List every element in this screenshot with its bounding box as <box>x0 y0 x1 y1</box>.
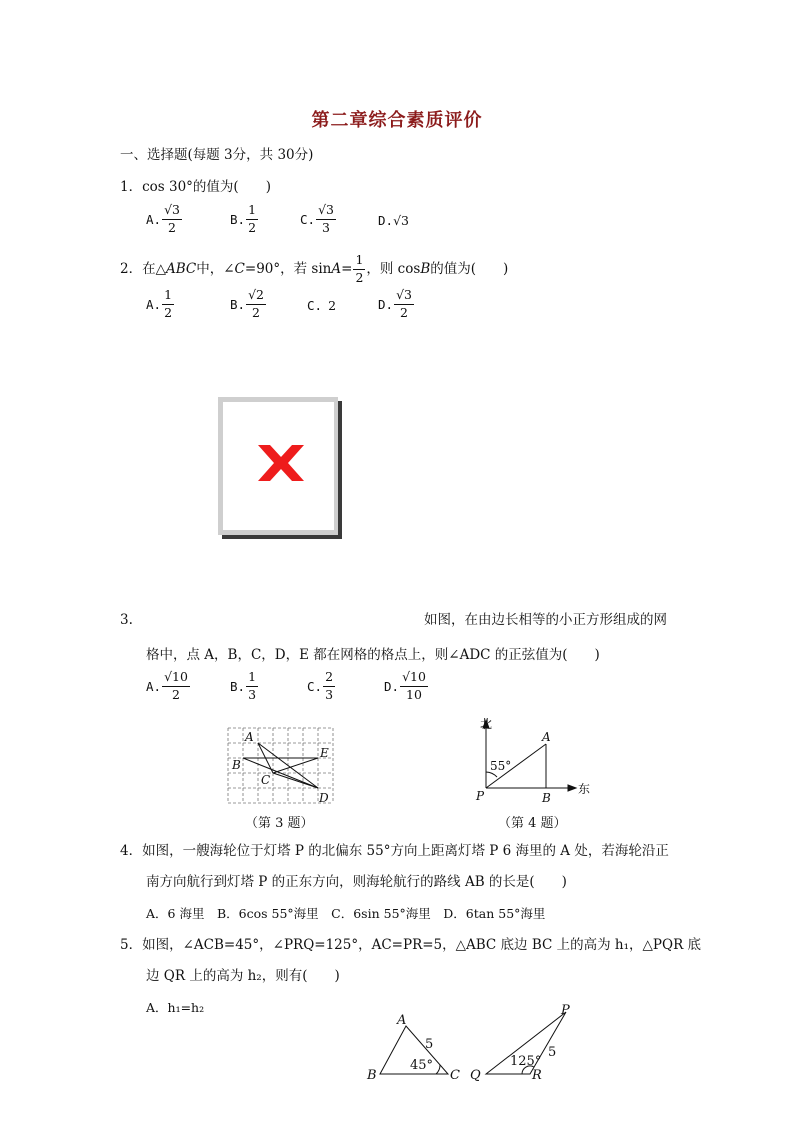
q3-option-b[interactable] <box>230 671 259 701</box>
point-e-label: E <box>320 746 329 760</box>
question-5-line1: 5．如图，∠ACB=45°，∠PRQ=125°，AC=PR=5，△ABC 底边 BC 上的高为 h₁，△PQR 底 <box>120 937 702 953</box>
triangle-name: ABC <box>165 261 197 277</box>
angle-c-arc <box>436 1065 440 1074</box>
denominator: 2 <box>248 219 257 235</box>
question-2-stem <box>120 254 508 284</box>
broken-image-icon <box>218 397 344 541</box>
q3-option-c[interactable] <box>307 671 336 701</box>
option-label: B. <box>230 296 246 312</box>
denominator: 2 <box>400 304 408 320</box>
angle-name: B <box>420 261 431 277</box>
option-label: A. <box>146 678 162 694</box>
figure-3-caption: （第 3 题） <box>245 816 314 831</box>
option-label: C. <box>300 211 316 227</box>
denominator: 2 <box>164 304 173 320</box>
section-header: 一、选择题(每题 3分，共 30分) <box>120 147 314 163</box>
option-text: 2 <box>328 298 337 313</box>
fraction <box>323 671 335 701</box>
q1-option-c[interactable] <box>300 204 337 234</box>
point-b-label: B <box>232 758 241 772</box>
option-label: B. <box>230 211 246 227</box>
option-label: C. <box>307 678 323 694</box>
question-5-line2: 边 QR 上的高为 h₂，则有( ) <box>146 968 340 984</box>
denominator: 10 <box>406 686 422 702</box>
fraction <box>246 289 266 319</box>
text: 中，∠ <box>196 261 235 277</box>
fraction <box>400 671 428 701</box>
fraction <box>353 254 365 284</box>
grid-lines <box>228 728 333 803</box>
text: 的值为( ) <box>430 261 509 277</box>
numerator: 2 <box>323 671 335 687</box>
page-title: 第二章综合素质评价 <box>311 110 483 131</box>
numerator: 1 <box>353 254 365 270</box>
denominator: 3 <box>325 686 334 702</box>
point-a-label: A <box>397 1013 407 1028</box>
angle-label: 55° <box>490 759 512 773</box>
point-b-label: B <box>542 791 551 805</box>
option-label: D. <box>384 678 400 694</box>
q1-option-d[interactable] <box>378 213 409 228</box>
q1-option-b[interactable] <box>230 204 259 234</box>
figure-3-lines <box>243 743 318 788</box>
denominator: 2 <box>252 304 260 320</box>
denominator: 3 <box>322 219 330 235</box>
point-d-label: D <box>319 791 329 805</box>
angle-c-label: 45° <box>410 1058 434 1073</box>
point-c-label: C <box>261 773 271 787</box>
side-ac-label: 5 <box>425 1037 434 1052</box>
q1-option-a[interactable] <box>146 204 183 234</box>
east-arrow-icon <box>568 785 576 791</box>
angle-r-label: 125° <box>510 1054 542 1069</box>
numerator: √2 <box>246 289 266 305</box>
text: =90°，若 sin <box>244 261 332 277</box>
point-b-label: B <box>367 1068 377 1083</box>
question-4-options[interactable]: A．6 海里 B．6cos 55°海里 C．6sin 55°海里 D．6tan 55°海里 <box>146 906 546 921</box>
numerator: √3 <box>394 289 414 305</box>
point-q-label: Q <box>470 1068 481 1083</box>
denominator: 2 <box>168 219 176 235</box>
point-p-label: P <box>476 789 485 803</box>
question-1-stem: 1．cos 30°的值为( ) <box>120 179 271 195</box>
fraction <box>394 289 414 319</box>
option-text: √3 <box>393 213 409 228</box>
question-3-line1: 如图，在由边长相等的小正方形组成的网 <box>424 612 667 628</box>
numerator: 1 <box>246 204 258 220</box>
point-a-label: A <box>245 730 254 744</box>
numerator: √10 <box>400 671 428 687</box>
angle-name: A <box>331 261 342 277</box>
figure-4-diagram <box>470 714 594 808</box>
denominator: 2 <box>355 269 364 285</box>
q3-option-d[interactable] <box>384 671 429 701</box>
fraction <box>162 289 174 319</box>
q2-option-a[interactable] <box>146 289 175 319</box>
option-label: D. <box>378 213 394 228</box>
option-label: A. <box>146 296 162 312</box>
option-label: A. <box>146 211 162 227</box>
question-3-number: 3. <box>120 612 133 628</box>
side-pr-label: 5 <box>548 1045 557 1060</box>
numerator: 1 <box>162 289 174 305</box>
fraction <box>246 204 258 234</box>
figure-4-caption: （第 4 题） <box>498 816 567 831</box>
question-3-line2: 格中，点 A，B，C，D，E 都在网格的格点上，则∠ADC 的正弦值为( ) <box>146 647 600 663</box>
text: = <box>341 261 353 277</box>
fraction <box>162 671 190 701</box>
question-4-line1: 4．如图，一艘海轮位于灯塔 P 的北偏东 55°方向上距离灯塔 P 6 海里的 A 处，若海轮沿正 <box>120 843 669 859</box>
q3-option-a[interactable] <box>146 671 191 701</box>
point-c-label: C <box>450 1068 460 1083</box>
fraction <box>316 204 336 234</box>
q2-option-d[interactable] <box>378 289 415 319</box>
point-r-label: R <box>532 1068 542 1083</box>
q2-option-c[interactable] <box>307 298 336 313</box>
north-label: 北 <box>480 717 493 731</box>
numerator: √10 <box>162 671 190 687</box>
denominator: 3 <box>248 686 257 702</box>
figure-3-grid <box>222 724 340 808</box>
angle-name: C <box>234 261 245 277</box>
point-a-label: A <box>542 730 551 744</box>
text: 2．在△ <box>120 261 166 277</box>
east-label: 东 <box>578 782 591 796</box>
text: ，则 cos <box>366 261 421 277</box>
fraction <box>162 204 182 234</box>
numerator: √3 <box>162 204 182 220</box>
denominator: 2 <box>172 686 180 702</box>
figure-5-diagram <box>360 1002 590 1090</box>
q5-option-a[interactable]: A．h₁=h₂ <box>146 1000 205 1015</box>
q2-option-b[interactable] <box>230 289 267 319</box>
numerator: 1 <box>246 671 258 687</box>
option-label: D. <box>378 296 394 312</box>
fraction <box>246 671 258 701</box>
numerator: √3 <box>316 204 336 220</box>
point-p-label: P <box>561 1003 570 1018</box>
option-label: C. <box>307 298 323 313</box>
option-label: B. <box>230 678 246 694</box>
question-4-line2: 南方向航行到灯塔 P 的正东方向，则海轮航行的路线 AB 的长是( ) <box>146 874 567 890</box>
